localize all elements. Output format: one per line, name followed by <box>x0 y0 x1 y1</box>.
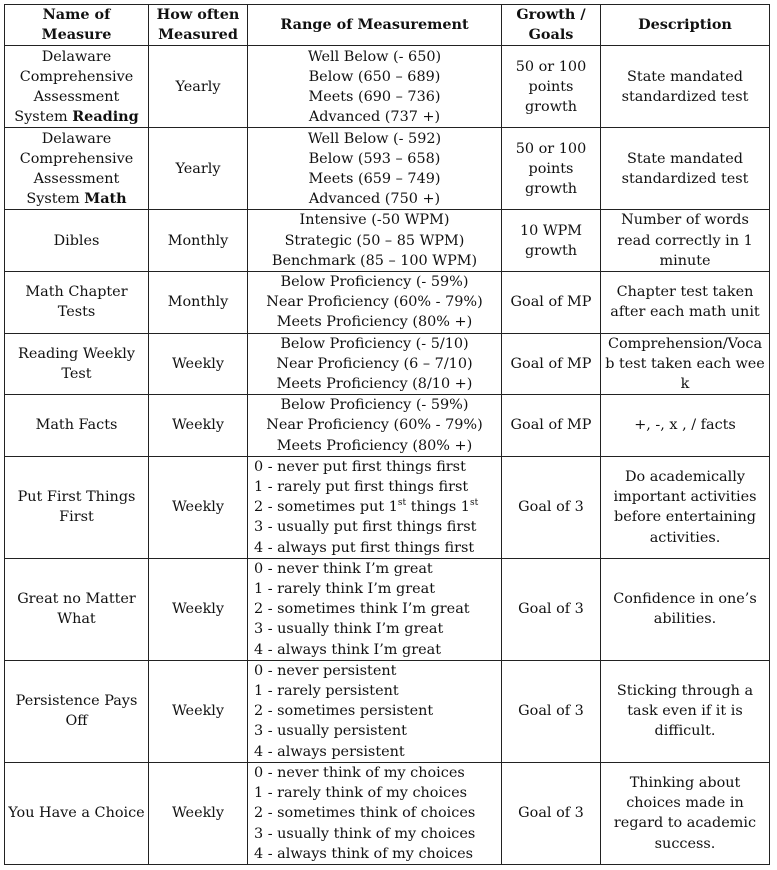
scale-line: 4 - always persistent <box>254 743 405 760</box>
range-cell <box>248 46 502 128</box>
range-line: Meets Proficiency (80% +) <box>276 314 473 331</box>
scale-line: 4 - always put first things first <box>254 539 475 556</box>
header-growth-goals: Growth / Goals <box>502 5 601 46</box>
description-cell: Do academically important activities before entertaining activities. <box>601 456 770 558</box>
range-line: Below (593 – 658) <box>308 150 441 167</box>
goal-cell: Goal of MP <box>502 272 601 334</box>
goal-cell: 10 WPM growth <box>502 210 601 272</box>
frequency-cell: Monthly <box>149 272 248 334</box>
frequency-cell: Weekly <box>149 660 248 762</box>
table-row <box>5 210 770 272</box>
scale-cell <box>248 456 502 558</box>
description-cell: State mandated standardized test <box>601 128 770 210</box>
description-cell: Sticking through a task even if it is difficult. <box>601 660 770 762</box>
range-cell <box>248 128 502 210</box>
frequency-cell: Weekly <box>149 558 248 660</box>
scale-cell <box>248 558 502 660</box>
range-cell <box>248 272 502 334</box>
goal-cell: Goal of MP <box>502 333 601 395</box>
frequency-cell: Weekly <box>149 456 248 558</box>
range-line: Intensive (-50 WPM) <box>299 212 450 229</box>
measure-name-subject: Reading <box>72 108 139 126</box>
frequency-cell: Monthly <box>149 210 248 272</box>
range-line: Meets Proficiency (8/10 +) <box>276 376 473 393</box>
scale-cell <box>248 762 502 864</box>
ordinal-suffix: st <box>469 498 479 509</box>
header-how-often-measured: How often Measured <box>149 5 248 46</box>
frequency-cell: Yearly <box>149 128 248 210</box>
scale-line: 2 - sometimes persistent <box>254 703 434 720</box>
scale-text: things 1 <box>406 499 470 516</box>
range-line: Below Proficiency (- 5/10) <box>280 335 469 352</box>
frequency-cell: Weekly <box>149 395 248 457</box>
measure-name-cell: Math Facts <box>5 395 149 457</box>
table-row <box>5 333 770 395</box>
range-line: Well Below (- 650) <box>307 48 442 65</box>
goal-cell: 50 or 100 points growth <box>502 46 601 128</box>
goal-cell: Goal of 3 <box>502 660 601 762</box>
measure-name-cell: Math Chapter Tests <box>5 272 149 334</box>
range-cell <box>248 210 502 272</box>
range-cell <box>248 395 502 457</box>
header-name-of-measure: Name of Measure <box>5 5 149 46</box>
ordinal-suffix: st <box>397 498 407 509</box>
frequency-cell: Weekly <box>149 333 248 395</box>
range-cell <box>248 333 502 395</box>
description-cell: Chapter test taken after each math unit <box>601 272 770 334</box>
scale-line: 1 - rarely think of my choices <box>254 785 468 802</box>
goal-cell: 50 or 100 points growth <box>502 128 601 210</box>
measure-name: Delaware Comprehensive Assessment System <box>14 48 134 126</box>
description-cell: +, -, x , / facts <box>601 395 770 457</box>
goal-cell: Goal of MP <box>502 395 601 457</box>
scale-line: 4 - always think I’m great <box>254 641 442 658</box>
scale-line: 0 - never put first things first <box>254 458 466 475</box>
scale-line: 2 - sometimes think I’m great <box>254 601 470 618</box>
goal-cell: Goal of 3 <box>502 456 601 558</box>
measure-name-cell <box>5 46 149 128</box>
measure-name-cell: Reading Weekly Test <box>5 333 149 395</box>
goal-cell: Goal of 3 <box>502 558 601 660</box>
header-row <box>5 5 770 46</box>
measure-name: Delaware Comprehensive Assessment System <box>19 130 134 208</box>
description-cell: Thinking about choices made in regard to academic success. <box>601 762 770 864</box>
range-line: Well Below (- 592) <box>307 130 442 147</box>
goal-cell: Goal of 3 <box>502 762 601 864</box>
scale-line: 3 - usually think I’m great <box>254 621 444 638</box>
description-cell: Comprehension/Vocab test taken each week <box>601 333 770 395</box>
range-line: Near Proficiency (6 – 7/10) <box>276 355 473 372</box>
measure-name-cell: Persistence Pays Off <box>5 660 149 762</box>
table-row <box>5 558 770 660</box>
table-row <box>5 272 770 334</box>
range-line: Strategic (50 – 85 WPM) <box>284 232 465 249</box>
scale-line: 4 - always think of my choices <box>254 845 474 862</box>
table-row <box>5 762 770 864</box>
range-line: Meets (659 – 749) <box>308 170 441 187</box>
header-range-of-measurement: Range of Measurement <box>248 5 502 46</box>
frequency-cell: Weekly <box>149 762 248 864</box>
range-line: Below Proficiency (- 59%) <box>280 397 469 414</box>
range-line: Below Proficiency (- 59%) <box>280 274 469 291</box>
measure-name-cell: Great no Matter What <box>5 558 149 660</box>
range-line: Near Proficiency (60% - 79%) <box>266 417 483 434</box>
range-line: Meets (690 – 736) <box>308 88 441 105</box>
range-line: Near Proficiency (60% - 79%) <box>266 294 483 311</box>
table-row <box>5 46 770 128</box>
description-cell: Number of words read correctly in 1 minute <box>601 210 770 272</box>
scale-line: 2 - sometimes think of choices <box>254 805 476 822</box>
table-row <box>5 660 770 762</box>
table-row <box>5 456 770 558</box>
scale-line: 0 - never think of my choices <box>254 764 465 781</box>
range-line: Advanced (750 +) <box>308 191 441 208</box>
range-line: Benchmark (85 – 100 WPM) <box>271 252 478 269</box>
scale-line: 1 - rarely think I’m great <box>254 581 435 598</box>
measure-name-cell: Put First Things First <box>5 456 149 558</box>
description-cell: State mandated standardized test <box>601 46 770 128</box>
table-row <box>5 395 770 457</box>
measure-name-cell <box>5 128 149 210</box>
scale-text: 2 - sometimes put 1 <box>254 499 398 516</box>
scale-line <box>254 497 498 517</box>
frequency-cell: Yearly <box>149 46 248 128</box>
scale-line: 3 - usually think of my choices <box>254 825 476 842</box>
scale-line: 3 - usually put first things first <box>254 519 477 536</box>
scale-line: 0 - never think I’m great <box>254 560 433 577</box>
measure-name-cell: Dibles <box>5 210 149 272</box>
description-cell: Confidence in one’s abilities. <box>601 558 770 660</box>
measure-name-subject: Math <box>84 190 127 208</box>
header-description: Description <box>601 5 770 46</box>
range-line: Below (650 – 689) <box>308 68 441 85</box>
table-row <box>5 128 770 210</box>
range-line: Advanced (737 +) <box>308 109 441 126</box>
scale-cell <box>248 660 502 762</box>
measure-name-cell: You Have a Choice <box>5 762 149 864</box>
range-line: Meets Proficiency (80% +) <box>276 437 473 454</box>
measures-table <box>4 4 770 865</box>
scale-line: 0 - never persistent <box>254 662 397 679</box>
scale-line: 1 - rarely persistent <box>254 683 399 700</box>
scale-line: 3 - usually persistent <box>254 723 407 740</box>
scale-line: 1 - rarely put first things first <box>254 479 469 496</box>
